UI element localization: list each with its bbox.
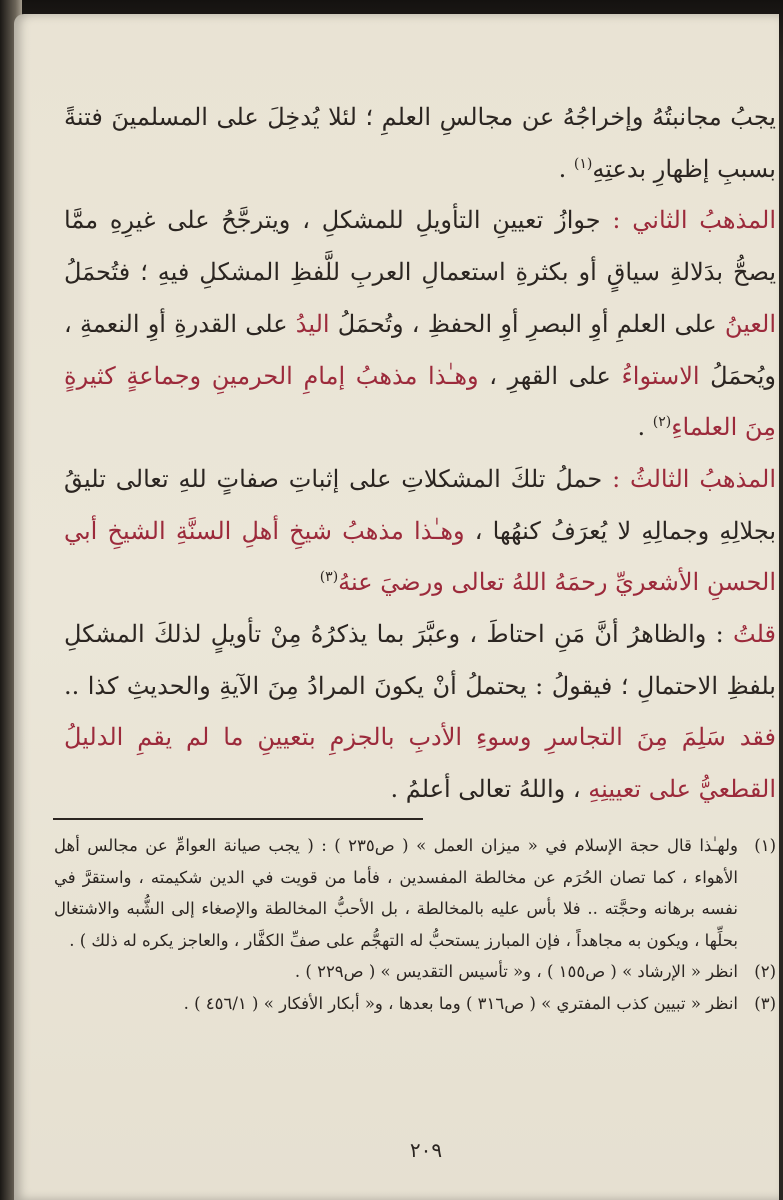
footnote-divider [53,818,423,820]
main-text [64,92,776,816]
paragraph-3 [64,454,776,609]
footnote-1 [54,830,776,956]
text-segment: جوازُ تعيينِ التأويلِ للمشكلِ ، ويترجَّحُ على غيرِهِ ممَّا يصحُّ بدَلالةِ سياقٍ أو بكثرةِ استعمالِ العربِ للَّفظِ المشكلِ فيهِ ؛ فتُحمَلُ [64,206,776,287]
highlight-word: الاستواءُ [621,361,700,390]
footnote-number: (٢) [754,962,776,981]
footnote-number: (١) [754,836,776,855]
text-segment: ، واللهُ تعالى أعلمُ . [390,775,589,804]
text-segment: على القهرِ ، [478,361,622,390]
footnote-text: انظر « تبيين كذب المفتري » ( ص٣١٦ ) وما بعدها ، و« أبكار الأفكار » ( ٤٥٦/١ ) . [183,993,738,1013]
heading-qultu: قلتُ [733,620,776,649]
book-page [14,14,779,1200]
footnote-ref-2[interactable]: (٢) [652,414,672,431]
text-segment: يجبُ مجانبتُهُ وإخراجُهُ عن مجالسِ العلمِ ؛ لئلا يُدخِلَ على المسلمينَ فتنةً بسببِ إظهارِ بدعتِهِ [64,103,776,183]
highlight-phrase: فقد سَلِمَ مِنَ التجاسرِ وسوءِ الأدبِ بالجزمِ بتعيينِ ما لم يقمِ الدليلُ القطعيُّ على تعيينِهِ [64,723,776,804]
text-segment: . [637,413,653,442]
footnote-text: ولهـٰذا قال حجة الإسلام في « ميزان العمل » ( ص٢٣٥ ) : ( يجب صيانة العوامِّ عن مجالس أهل الأهواء ، كما تصان الحُرَم عن مخالطة المفسدين ، فأما من قويت في الدين شكيمته ، واستقرَّ في نفسه برهانه وحجَّته .. فلا بأس عليه بالمخالطة ، بل الأحبُّ المخالطة والإصغاء إلى الشُّبه والاشتغال بحلِّها ، ويكون به مجاهداً ، فإن المبارز يستحبُّ له التهجُّم على صفِّ الكفَّار ، والعاجز يكره له ذلك ) . [54,836,738,950]
text-segment: على العلمِ أوِ البصرِ أوِ الحفظِ ، وتُحمَلُ [329,309,725,338]
footnote-2 [54,956,776,988]
text-segment: حملُ تلكَ المشكلاتِ على إثباتِ صفاتٍ للهِ تعالى تليقُ بجلالِهِ وجمالِهِ لا يُعرَفُ كنهُها ، [64,464,776,545]
footnote-number: (٣) [754,993,776,1013]
heading-second-school: المذهبُ الثاني : [600,206,776,235]
footnote-text: انظر « الإرشاد » ( ص١٥٥ ) ، و« تأسيس التقديس » ( ص٢٢٩ ) . [294,962,738,981]
paragraph-1 [64,92,776,195]
highlight-phrase: وهـٰذا مذهبُ إمامِ الحرمينِ وجماعةٍ كثيرةٍ مِنَ العلماءِ [64,361,776,442]
footnote-ref-1[interactable]: (١) [573,155,593,172]
text-segment: على القدرةِ أوِ النعمةِ ، ويُحمَلُ [64,309,776,390]
highlight-word: العينُ [724,309,776,338]
paragraph-4 [64,609,776,816]
text-segment: . [558,154,574,183]
footnote-3 [54,988,776,1020]
text-segment: : والظاهرُ أنَّ مَنِ احتاطَ ، وعبَّرَ بما يذكرُهُ مِنْ تأويلٍ لذلكَ المشكلِ بلفظِ الاحتمالِ ؛ فيقولُ : يحتملُ أنْ يكونَ المرادُ مِنَ الآيةِ والحديثِ كذا .. [64,620,776,700]
highlight-phrase: وهـٰذا مذهبُ شيخِ أهلِ السنَّةِ الشيخِ أبي الحسنِ الأشعريِّ رحمَهُ اللهُ تعالى ورضيَ عنهُ [64,516,776,597]
highlight-word: اليدُ [295,309,330,338]
footnote-ref-3[interactable]: (٣) [319,569,339,586]
paragraph-2 [64,195,776,454]
footnotes [54,830,776,1019]
heading-third-school: المذهبُ الثالثُ : [602,464,777,493]
page-number: ٢٠٩ [409,1138,443,1162]
